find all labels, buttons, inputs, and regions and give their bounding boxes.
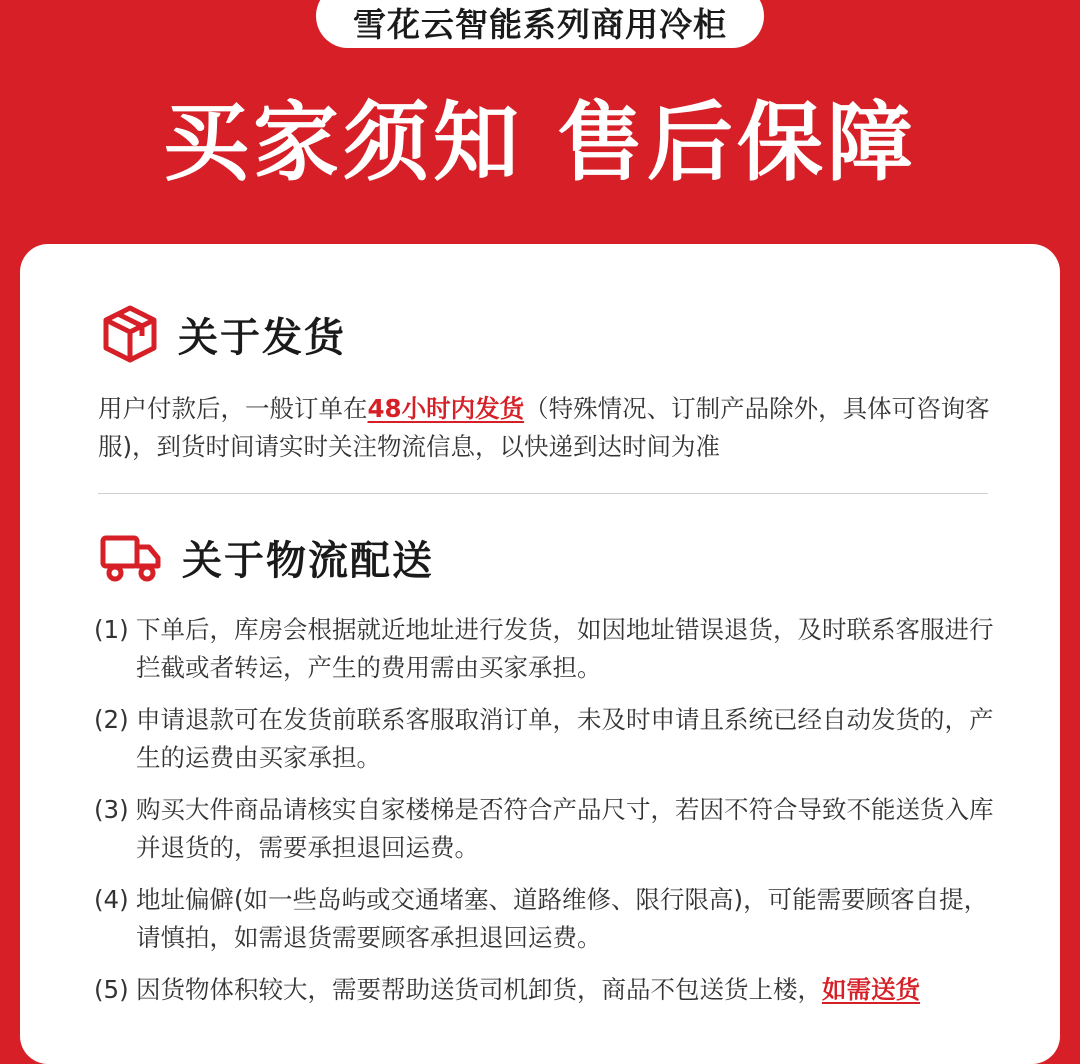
shipping-text-after: （特殊情况、订制产品除外，具体可咨询客服)，到货时间请实时关注物流信息，以快递到达时间为准 — [98, 394, 990, 461]
section-divider — [98, 493, 988, 494]
delivery-upstairs-highlight: 如需送货 — [822, 975, 920, 1004]
list-item-number: (4) — [94, 885, 129, 914]
list-item — [94, 701, 994, 777]
list-item-number: (5) — [94, 975, 129, 1004]
list-item-text — [136, 971, 994, 1009]
page-title: 买家须知 售后保障 — [163, 93, 917, 193]
list-item — [94, 791, 994, 867]
list-item-text: 申请退款可在发货前联系客服取消订单，未及时申请且系统已经自动发货的，产生的运费由买家承担。 — [136, 705, 994, 772]
package-box-icon — [100, 304, 160, 364]
shipping-section-title: 关于发货 — [178, 314, 346, 361]
shipping-time-highlight: 48小时内发货 — [367, 394, 525, 423]
shipping-description — [98, 390, 998, 466]
shipping-text-before: 用户付款后，一般订单在 — [98, 394, 368, 423]
delivery-truck-icon — [100, 533, 162, 583]
list-item — [94, 881, 994, 957]
list-item — [94, 971, 994, 1009]
product-series-label: 雪花云智能系列商用冷柜 — [353, 4, 727, 44]
list-item-number: (2) — [94, 705, 129, 734]
logistics-section-title: 关于物流配送 — [182, 538, 434, 584]
list-item-number: (1) — [94, 615, 129, 644]
list-item-text: 下单后，库房会根据就近地址进行发货，如因地址错误退货，及时联系客服进行拦截或者转运，产生的费用需由买家承担。 — [136, 615, 994, 682]
list-item — [94, 611, 994, 687]
list-item-text: 购买大件商品请核实自家楼梯是否符合产品尺寸，若因不符合导致不能送货入库并退货的，需要承担退回运费。 — [136, 795, 994, 862]
list-item-text: 地址偏僻(如一些岛屿或交通堵塞、道路维修、限行限高)，可能需要顾客自提，请慎拍，如需退货需要顾客承担退回运费。 — [136, 885, 989, 952]
shipping-section-header — [100, 304, 346, 364]
list-item-text-main: 因货物体积较大，需要帮助送货司机卸货，商品不包送货上楼， — [136, 975, 822, 1004]
logistics-list — [94, 611, 994, 1023]
logistics-section-header — [100, 529, 434, 586]
list-item-number: (3) — [94, 795, 129, 824]
product-series-badge — [316, 0, 764, 48]
notice-card — [20, 244, 1060, 1064]
